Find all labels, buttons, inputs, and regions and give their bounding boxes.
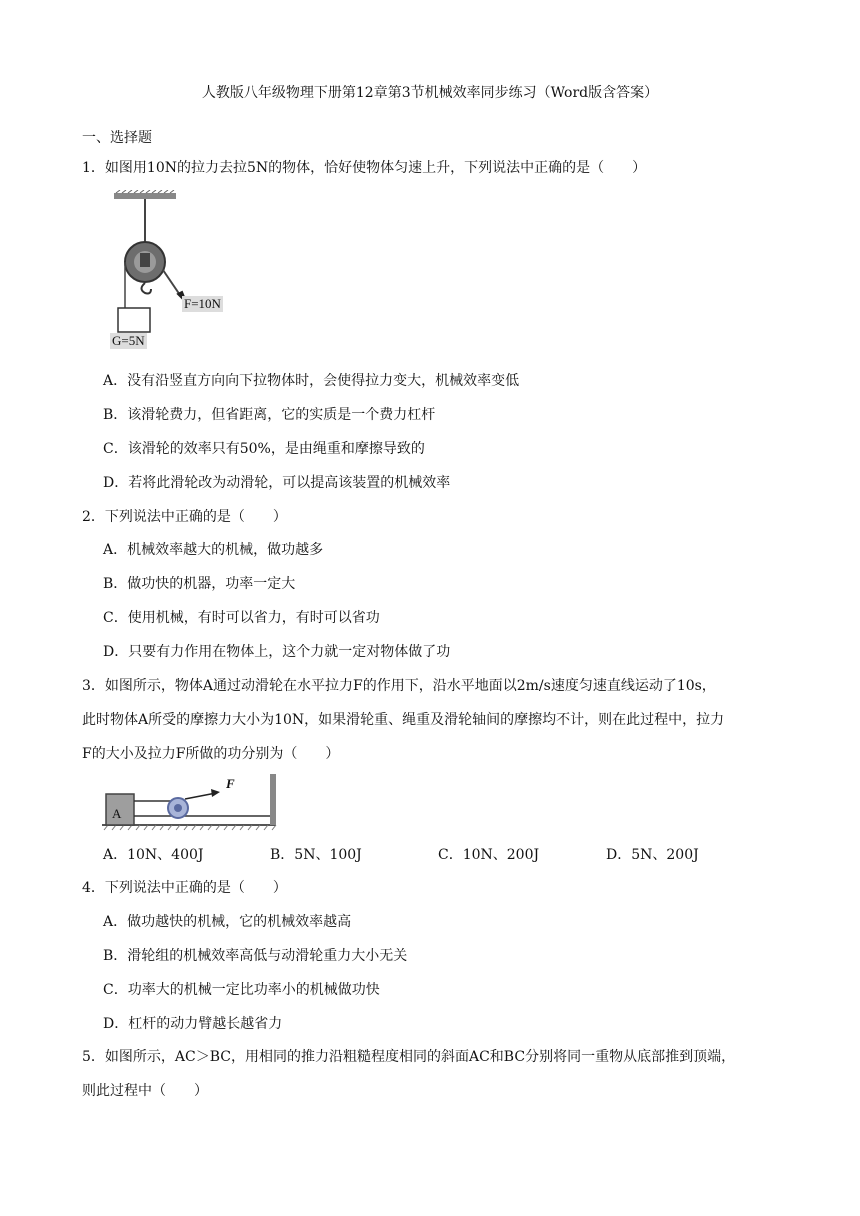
question-4-option-b: B．滑轮组的机械效率高低与动滑轮重力大小无关 [103, 948, 408, 964]
section-heading: 一、选择题 [82, 130, 152, 146]
force-label: F [226, 776, 235, 791]
block-label: A [112, 806, 122, 821]
question-4-option-d: D．杠杆的动力臂越长越省力 [103, 1016, 283, 1032]
question-3-stem-line-1: 3．如图所示，物体A通过动滑轮在水平拉力F的作用下，沿水平地面以2m/s速度匀速直线运动了10s， [82, 678, 716, 694]
weight-label: G=5N [112, 333, 145, 348]
question-2-option-d: D．只要有力作用在物体上，这个力就一定对物体做了功 [103, 644, 451, 660]
question-3-stem-line-2: 此时物体A所受的摩擦力大小为10N，如果滑轮重、绳重及滑轮轴间的摩擦均不计，则在此过程中，拉力 [82, 712, 725, 728]
question-3-option-b: B．5N、100J [270, 847, 362, 863]
question-2-option-b: B．做功快的机器，功率一定大 [103, 576, 296, 592]
force-label: F=10N [184, 296, 221, 311]
question-5-stem-line-2: 则此过程中（ ） [82, 1083, 208, 1099]
question-4-stem: 4．下列说法中正确的是（ ） [82, 880, 287, 896]
ceiling [114, 193, 176, 199]
question-3-option-c: C．10N、200J [438, 847, 540, 863]
document-title: 人教版八年级物理下册第12章第3节机械效率同步练习（Word版含答案） [201, 85, 659, 101]
question-1-stem: 1．如图用10N的拉力去拉5N的物体，恰好使物体匀速上升，下列说法中正确的是（ ） [82, 160, 647, 176]
question-1-figure [104, 190, 244, 350]
question-1-option-a: A．没有沿竖直方向向下拉物体时，会使得拉力变大，机械效率变低 [103, 373, 520, 389]
question-1-option-d: D．若将此滑轮改为动滑轮，可以提高该装置的机械效率 [103, 475, 451, 491]
question-3-figure [100, 772, 290, 832]
question-1-option-c: C．该滑轮的效率只有50%，是由绳重和摩擦导致的 [103, 441, 425, 457]
question-2-stem: 2．下列说法中正确的是（ ） [82, 509, 287, 525]
wall [270, 774, 276, 825]
weight-block [118, 308, 150, 332]
question-1-option-b: B．该滑轮费力，但省距离，它的实质是一个费力杠杆 [103, 407, 436, 423]
question-2-option-a: A．机械效率越大的机械，做功越多 [103, 542, 324, 558]
question-4-option-a: A．做功越快的机械，它的机械效率越高 [103, 914, 352, 930]
question-3-stem-line-3: F的大小及拉力F所做的功分别为（ ） [82, 746, 340, 762]
question-2-option-c: C．使用机械，有时可以省力，有时可以省功 [103, 610, 380, 626]
question-3-option-a: A．10N、400J [103, 847, 204, 863]
question-4-option-c: C．功率大的机械一定比功率小的机械做功快 [103, 982, 380, 998]
question-3-option-d: D．5N、200J [606, 847, 699, 863]
question-5-stem-line-1: 5．如图所示，AC＞BC，用相同的推力沿粗糙程度相同的斜面AC和BC分别将同一重物从底部推到顶端， [82, 1049, 736, 1065]
